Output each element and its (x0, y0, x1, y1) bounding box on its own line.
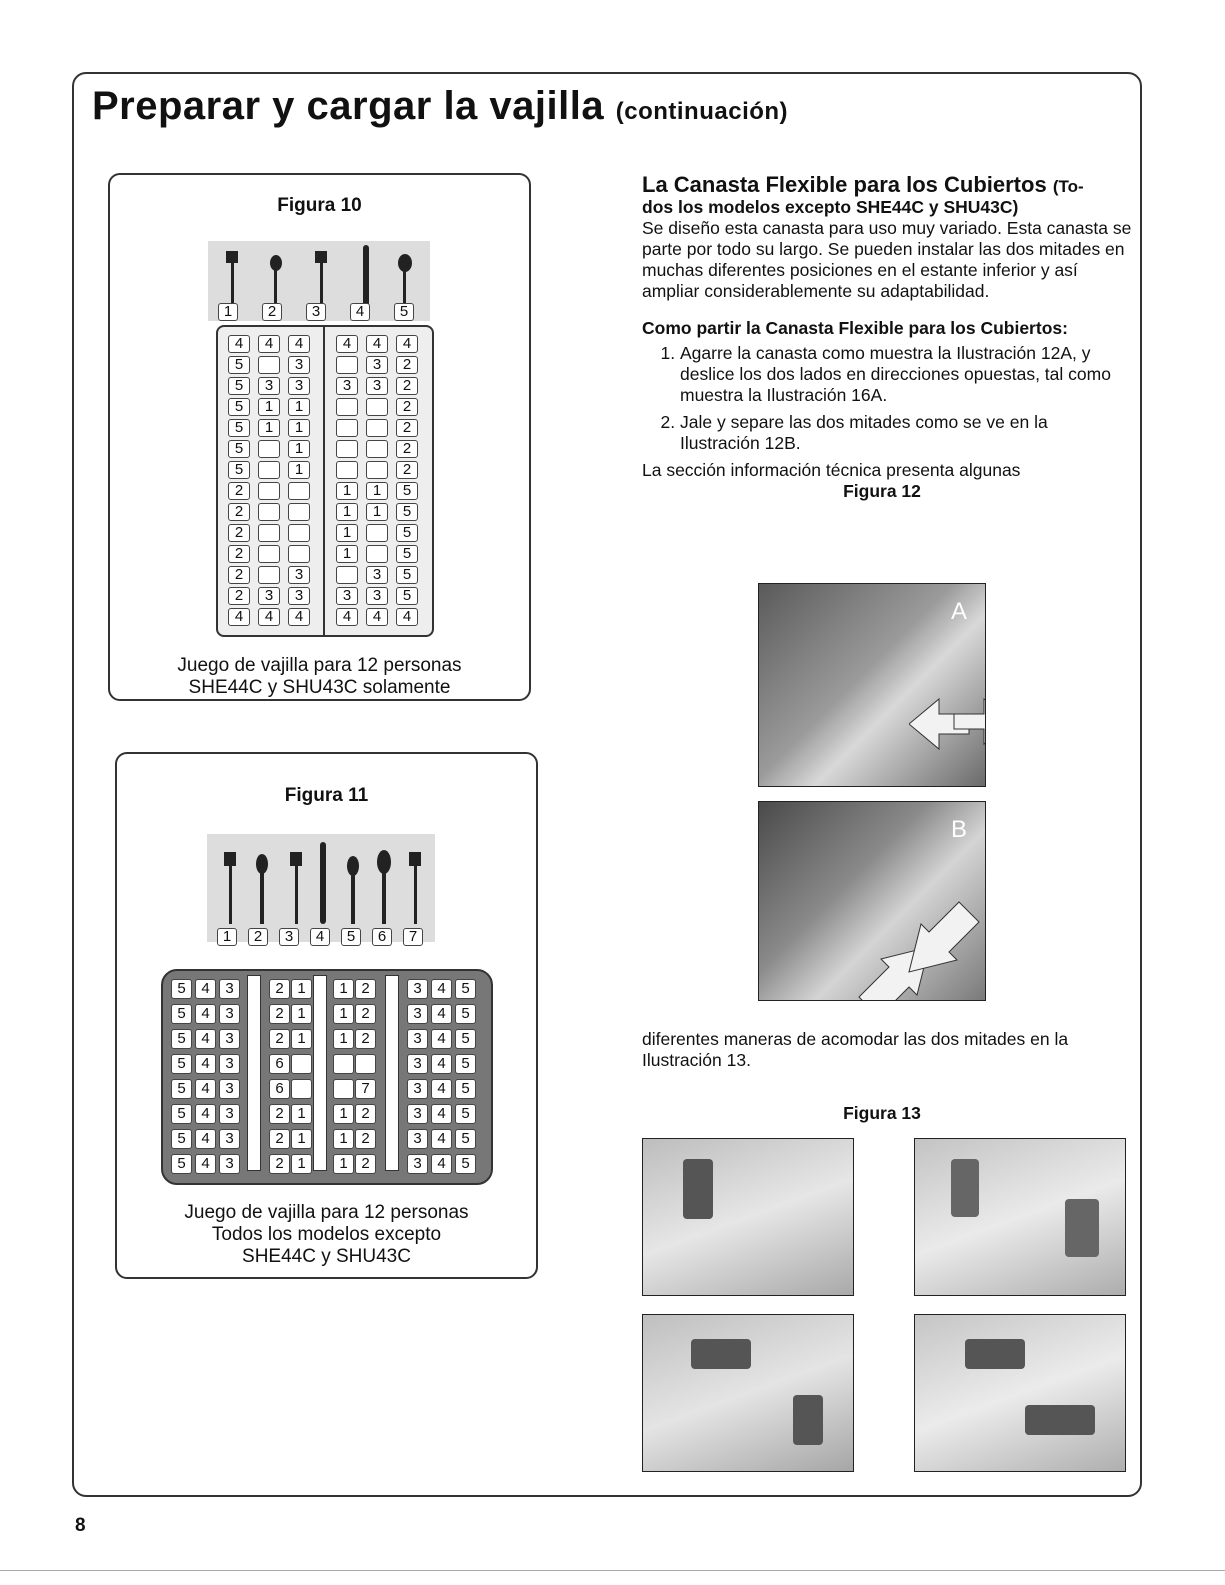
basket-slot: 1 (336, 524, 358, 542)
basket-slot: 4 (431, 979, 452, 999)
basket-slot: 5 (396, 566, 418, 584)
caption-line: Juego de vajilla para 12 personas (177, 655, 462, 676)
basket-slot: 4 (336, 335, 358, 353)
basket-slot: 5 (455, 979, 476, 999)
basket-slot: 5 (228, 398, 250, 416)
basket-slot: 2 (269, 979, 290, 999)
basket-slot: 4 (195, 1079, 216, 1099)
page-number: 8 (75, 1515, 86, 1536)
basket-slot: 3 (407, 1129, 428, 1149)
basket-slot: 3 (336, 587, 358, 605)
basket-bar (313, 975, 327, 1171)
basket-divider (323, 327, 325, 635)
how-to-heading: Como partir la Canasta Flexible para los Cubiertos: (642, 318, 1068, 338)
basket-slot (336, 461, 358, 479)
basket-slot: 5 (455, 1054, 476, 1074)
basket-slot: 5 (171, 1129, 192, 1149)
basket-slot: 3 (219, 1029, 240, 1049)
basket-slot: 2 (396, 377, 418, 395)
steps-list (642, 343, 1132, 454)
bottom-rule (0, 1570, 1225, 1571)
basket-slot: 3 (288, 356, 310, 374)
basket-slot: 1 (288, 419, 310, 437)
basket-slot (366, 545, 388, 563)
basket-slot (288, 482, 310, 500)
figure-13-photo-1 (642, 1138, 854, 1296)
basket-slot: 5 (171, 979, 192, 999)
basket-slot: 4 (431, 1054, 452, 1074)
basket-slot: 2 (396, 440, 418, 458)
basket-slot (366, 398, 388, 416)
figure-11-box (115, 752, 538, 1279)
basket-slot (291, 1079, 312, 1099)
basket-slot: 5 (171, 1029, 192, 1049)
basket-slot: 1 (366, 482, 388, 500)
basket-slot: 4 (195, 979, 216, 999)
basket-slot: 5 (341, 928, 361, 946)
figure-10-slot-numbers (218, 303, 430, 321)
basket-slot: 2 (269, 1029, 290, 1049)
basket-slot: 1 (333, 1104, 354, 1124)
basket-slot: 5 (455, 1104, 476, 1124)
basket-slot: 3 (258, 377, 280, 395)
basket-slot (258, 356, 280, 374)
basket-slot (291, 1054, 312, 1074)
basket-slot: 5 (171, 1079, 192, 1099)
basket-half (965, 1339, 1025, 1369)
basket-slot: 3 (366, 377, 388, 395)
basket-slot: 1 (333, 979, 354, 999)
basket-slot: 3 (288, 587, 310, 605)
basket-slot: 3 (407, 1029, 428, 1049)
basket-slot: 7 (403, 928, 423, 946)
basket-slot: 1 (336, 545, 358, 563)
basket-slot: 3 (306, 303, 326, 321)
basket-slot: 5 (228, 461, 250, 479)
basket-slot (258, 482, 280, 500)
basket-slot: 3 (219, 1079, 240, 1099)
basket-slot: 1 (217, 928, 237, 946)
basket-slot: 2 (355, 1104, 376, 1124)
basket-slot: 4 (310, 928, 330, 946)
basket-slot: 2 (355, 1029, 376, 1049)
basket-slot: 4 (195, 1104, 216, 1124)
basket-slot: 4 (195, 1004, 216, 1024)
basket-slot: 5 (396, 545, 418, 563)
basket-slot: 5 (171, 1054, 192, 1074)
basket-slot: 4 (195, 1154, 216, 1174)
basket-slot: 4 (366, 608, 388, 626)
basket-slot: 1 (366, 503, 388, 521)
photo-a-label: A (950, 598, 967, 625)
basket-slot: 3 (407, 979, 428, 999)
basket-slot (333, 1079, 354, 1099)
caption-line: Todos los modelos excepto (211, 1224, 442, 1245)
basket-slot: 4 (336, 608, 358, 626)
basket-slot: 2 (228, 482, 250, 500)
basket-slot: 2 (269, 1004, 290, 1024)
basket-slot: 5 (394, 303, 414, 321)
basket-slot: 2 (228, 566, 250, 584)
basket-slot: 3 (366, 356, 388, 374)
basket-slot (336, 440, 358, 458)
figure-11-caption (117, 1202, 536, 1268)
basket-slot: 1 (291, 979, 312, 999)
basket-slot (258, 461, 280, 479)
basket-slot: 5 (455, 1004, 476, 1024)
basket-slot: 1 (291, 1154, 312, 1174)
basket-slot: 2 (228, 545, 250, 563)
basket-slot (258, 503, 280, 521)
page-title: Preparar y cargar la vajilla (continuación) (92, 84, 789, 128)
arrows-icon (909, 694, 986, 774)
basket-slot: 3 (407, 1104, 428, 1124)
basket-slot: 2 (355, 979, 376, 999)
basket-slot: 1 (336, 482, 358, 500)
basket-slot: 3 (219, 1154, 240, 1174)
basket-slot: 5 (228, 377, 250, 395)
figure-10-basket (216, 325, 434, 637)
basket-slot: 3 (219, 1104, 240, 1124)
caption-line: SHE44C y SHU43C (242, 1246, 411, 1267)
basket-slot: 3 (219, 1054, 240, 1074)
basket-slot (258, 566, 280, 584)
basket-half (1025, 1405, 1095, 1435)
basket-slot: 2 (228, 524, 250, 542)
basket-slot: 1 (258, 419, 280, 437)
basket-slot: 1 (288, 398, 310, 416)
basket-slot: 2 (269, 1129, 290, 1149)
figure-11-utensils (207, 834, 435, 942)
basket-slot (288, 545, 310, 563)
figure-10-box (108, 173, 531, 701)
basket-slot (366, 524, 388, 542)
basket-slot: 2 (355, 1004, 376, 1024)
basket-slot: 3 (219, 979, 240, 999)
basket-slot: 1 (291, 1129, 312, 1149)
step-item: 1. Agarre la canasta como muestra la Ilustración 12A, y deslice los dos lados en direcciones opuestas, tal como muestra la Ilustración 16A. (680, 343, 1132, 406)
basket-slot (333, 1054, 354, 1074)
basket-slot: 2 (396, 356, 418, 374)
intro-paragraph: Se diseño esta canasta para uso muy variado. Esta canasta se parte por todo su largo. Se pueden instalar las dos mitades en muchas diferentes posiciones en el estante inferior y así ampliar considerablemente su adaptabilidad. (642, 218, 1132, 301)
basket-slot: 3 (258, 587, 280, 605)
basket-slot: 5 (396, 482, 418, 500)
basket-slot: 2 (396, 398, 418, 416)
basket-slot: 1 (333, 1029, 354, 1049)
basket-slot (288, 524, 310, 542)
basket-slot: 4 (431, 1004, 452, 1024)
basket-slot: 7 (355, 1079, 376, 1099)
basket-slot: 3 (219, 1129, 240, 1149)
basket-slot: 4 (195, 1129, 216, 1149)
basket-slot: 3 (336, 377, 358, 395)
basket-slot (366, 461, 388, 479)
basket-slot: 2 (396, 461, 418, 479)
basket-slot: 4 (228, 608, 250, 626)
basket-slot: 1 (288, 461, 310, 479)
basket-slot: 2 (355, 1129, 376, 1149)
basket-half (951, 1159, 979, 1217)
basket-slot: 1 (336, 503, 358, 521)
basket-slot (258, 440, 280, 458)
basket-slot: 5 (455, 1079, 476, 1099)
basket-slot: 2 (355, 1154, 376, 1174)
basket-slot: 6 (269, 1054, 290, 1074)
basket-slot: 3 (279, 928, 299, 946)
caption-line: SHE44C y SHU43C solamente (188, 677, 451, 698)
basket-slot: 3 (366, 587, 388, 605)
section-heading: La Canasta Flexible para los Cubiertos (To- (642, 172, 1084, 197)
figure-13-label: Figura 13 (843, 1103, 921, 1123)
basket-bar (247, 975, 261, 1171)
basket-half (691, 1339, 751, 1369)
basket-slot: 4 (288, 608, 310, 626)
basket-slot: 4 (366, 335, 388, 353)
basket-bar (385, 975, 399, 1171)
figure-10-label: Figura 10 (277, 195, 362, 216)
basket-slot: 1 (333, 1154, 354, 1174)
basket-slot: 5 (455, 1029, 476, 1049)
basket-slot: 2 (228, 587, 250, 605)
basket-slot: 4 (431, 1154, 452, 1174)
basket-slot: 6 (269, 1079, 290, 1099)
section-subheading: dos los modelos excepto SHE44C y SHU43C) (642, 197, 1019, 217)
basket-slot: 5 (171, 1154, 192, 1174)
basket-slot: 3 (219, 1004, 240, 1024)
basket-half (1065, 1199, 1099, 1257)
figure-11-label: Figura 11 (284, 785, 369, 806)
basket-slot (336, 356, 358, 374)
figure-13-photo-3 (642, 1314, 854, 1472)
basket-slot: 4 (431, 1029, 452, 1049)
basket-slot: 2 (396, 419, 418, 437)
basket-slot: 1 (291, 1004, 312, 1024)
basket-slot: 1 (333, 1004, 354, 1024)
basket-slot: 1 (291, 1029, 312, 1049)
basket-slot: 5 (455, 1129, 476, 1149)
basket-slot (336, 398, 358, 416)
figure-11-slot-numbers (217, 928, 437, 946)
basket-slot: 5 (171, 1004, 192, 1024)
basket-slot: 2 (248, 928, 268, 946)
basket-slot: 1 (288, 440, 310, 458)
basket-slot: 4 (195, 1054, 216, 1074)
basket-slot (366, 419, 388, 437)
figure-13-photo-4 (914, 1314, 1126, 1472)
figure-11-basket (161, 969, 493, 1185)
basket-slot: 1 (218, 303, 238, 321)
basket-slot: 4 (288, 335, 310, 353)
figure-12-label: Figura 12 (843, 481, 921, 501)
basket-slot: 2 (262, 303, 282, 321)
right-column-lower (642, 1029, 1132, 1124)
basket-slot: 1 (258, 398, 280, 416)
basket-slot: 4 (258, 335, 280, 353)
basket-slot: 4 (228, 335, 250, 353)
basket-slot: 3 (288, 377, 310, 395)
basket-slot: 5 (228, 419, 250, 437)
figure-12b-photo (758, 801, 986, 1001)
step-item: 2. Jale y separe las dos mitades como se ve en la Ilustración 12B. (680, 412, 1132, 454)
tech-text-2: diferentes maneras de acomodar las dos mitades en la Ilustración 13. (642, 1029, 1069, 1070)
basket-slot: 1 (333, 1129, 354, 1149)
basket-slot: 6 (372, 928, 392, 946)
basket-slot: 5 (396, 503, 418, 521)
basket-slot (288, 503, 310, 521)
diagonal-arrow-icon (849, 897, 986, 1001)
basket-slot: 3 (288, 566, 310, 584)
basket-slot: 5 (396, 587, 418, 605)
basket-slot (355, 1054, 376, 1074)
basket-slot: 3 (407, 1004, 428, 1024)
basket-slot: 3 (407, 1054, 428, 1074)
basket-slot: 5 (228, 440, 250, 458)
basket-slot: 4 (350, 303, 370, 321)
basket-slot: 4 (431, 1079, 452, 1099)
basket-slot: 4 (396, 608, 418, 626)
basket-slot: 5 (455, 1154, 476, 1174)
basket-slot: 2 (228, 503, 250, 521)
basket-slot: 1 (291, 1104, 312, 1124)
basket-slot: 4 (258, 608, 280, 626)
basket-half (683, 1159, 713, 1219)
basket-slot: 3 (366, 566, 388, 584)
basket-half (793, 1395, 823, 1445)
basket-slot: 5 (171, 1104, 192, 1124)
basket-slot: 3 (407, 1154, 428, 1174)
basket-slot (336, 419, 358, 437)
basket-slot (336, 566, 358, 584)
photo-b-label: B (950, 816, 967, 843)
basket-slot: 4 (195, 1029, 216, 1049)
figure-10-caption (110, 655, 529, 699)
basket-slot: 5 (396, 524, 418, 542)
basket-slot: 2 (269, 1104, 290, 1124)
figure-13-photo-2 (914, 1138, 1126, 1296)
basket-slot: 5 (228, 356, 250, 374)
basket-slot: 2 (269, 1154, 290, 1174)
basket-slot: 4 (431, 1104, 452, 1124)
basket-slot (366, 440, 388, 458)
tech-text-1: La sección información técnica presenta algunas (642, 460, 1021, 480)
caption-line: Juego de vajilla para 12 personas (184, 1202, 469, 1223)
basket-slot: 4 (396, 335, 418, 353)
basket-slot (258, 545, 280, 563)
basket-slot: 4 (431, 1129, 452, 1149)
figure-12a-photo (758, 583, 986, 787)
basket-slot: 3 (407, 1079, 428, 1099)
right-column (642, 174, 1132, 502)
basket-slot (258, 524, 280, 542)
